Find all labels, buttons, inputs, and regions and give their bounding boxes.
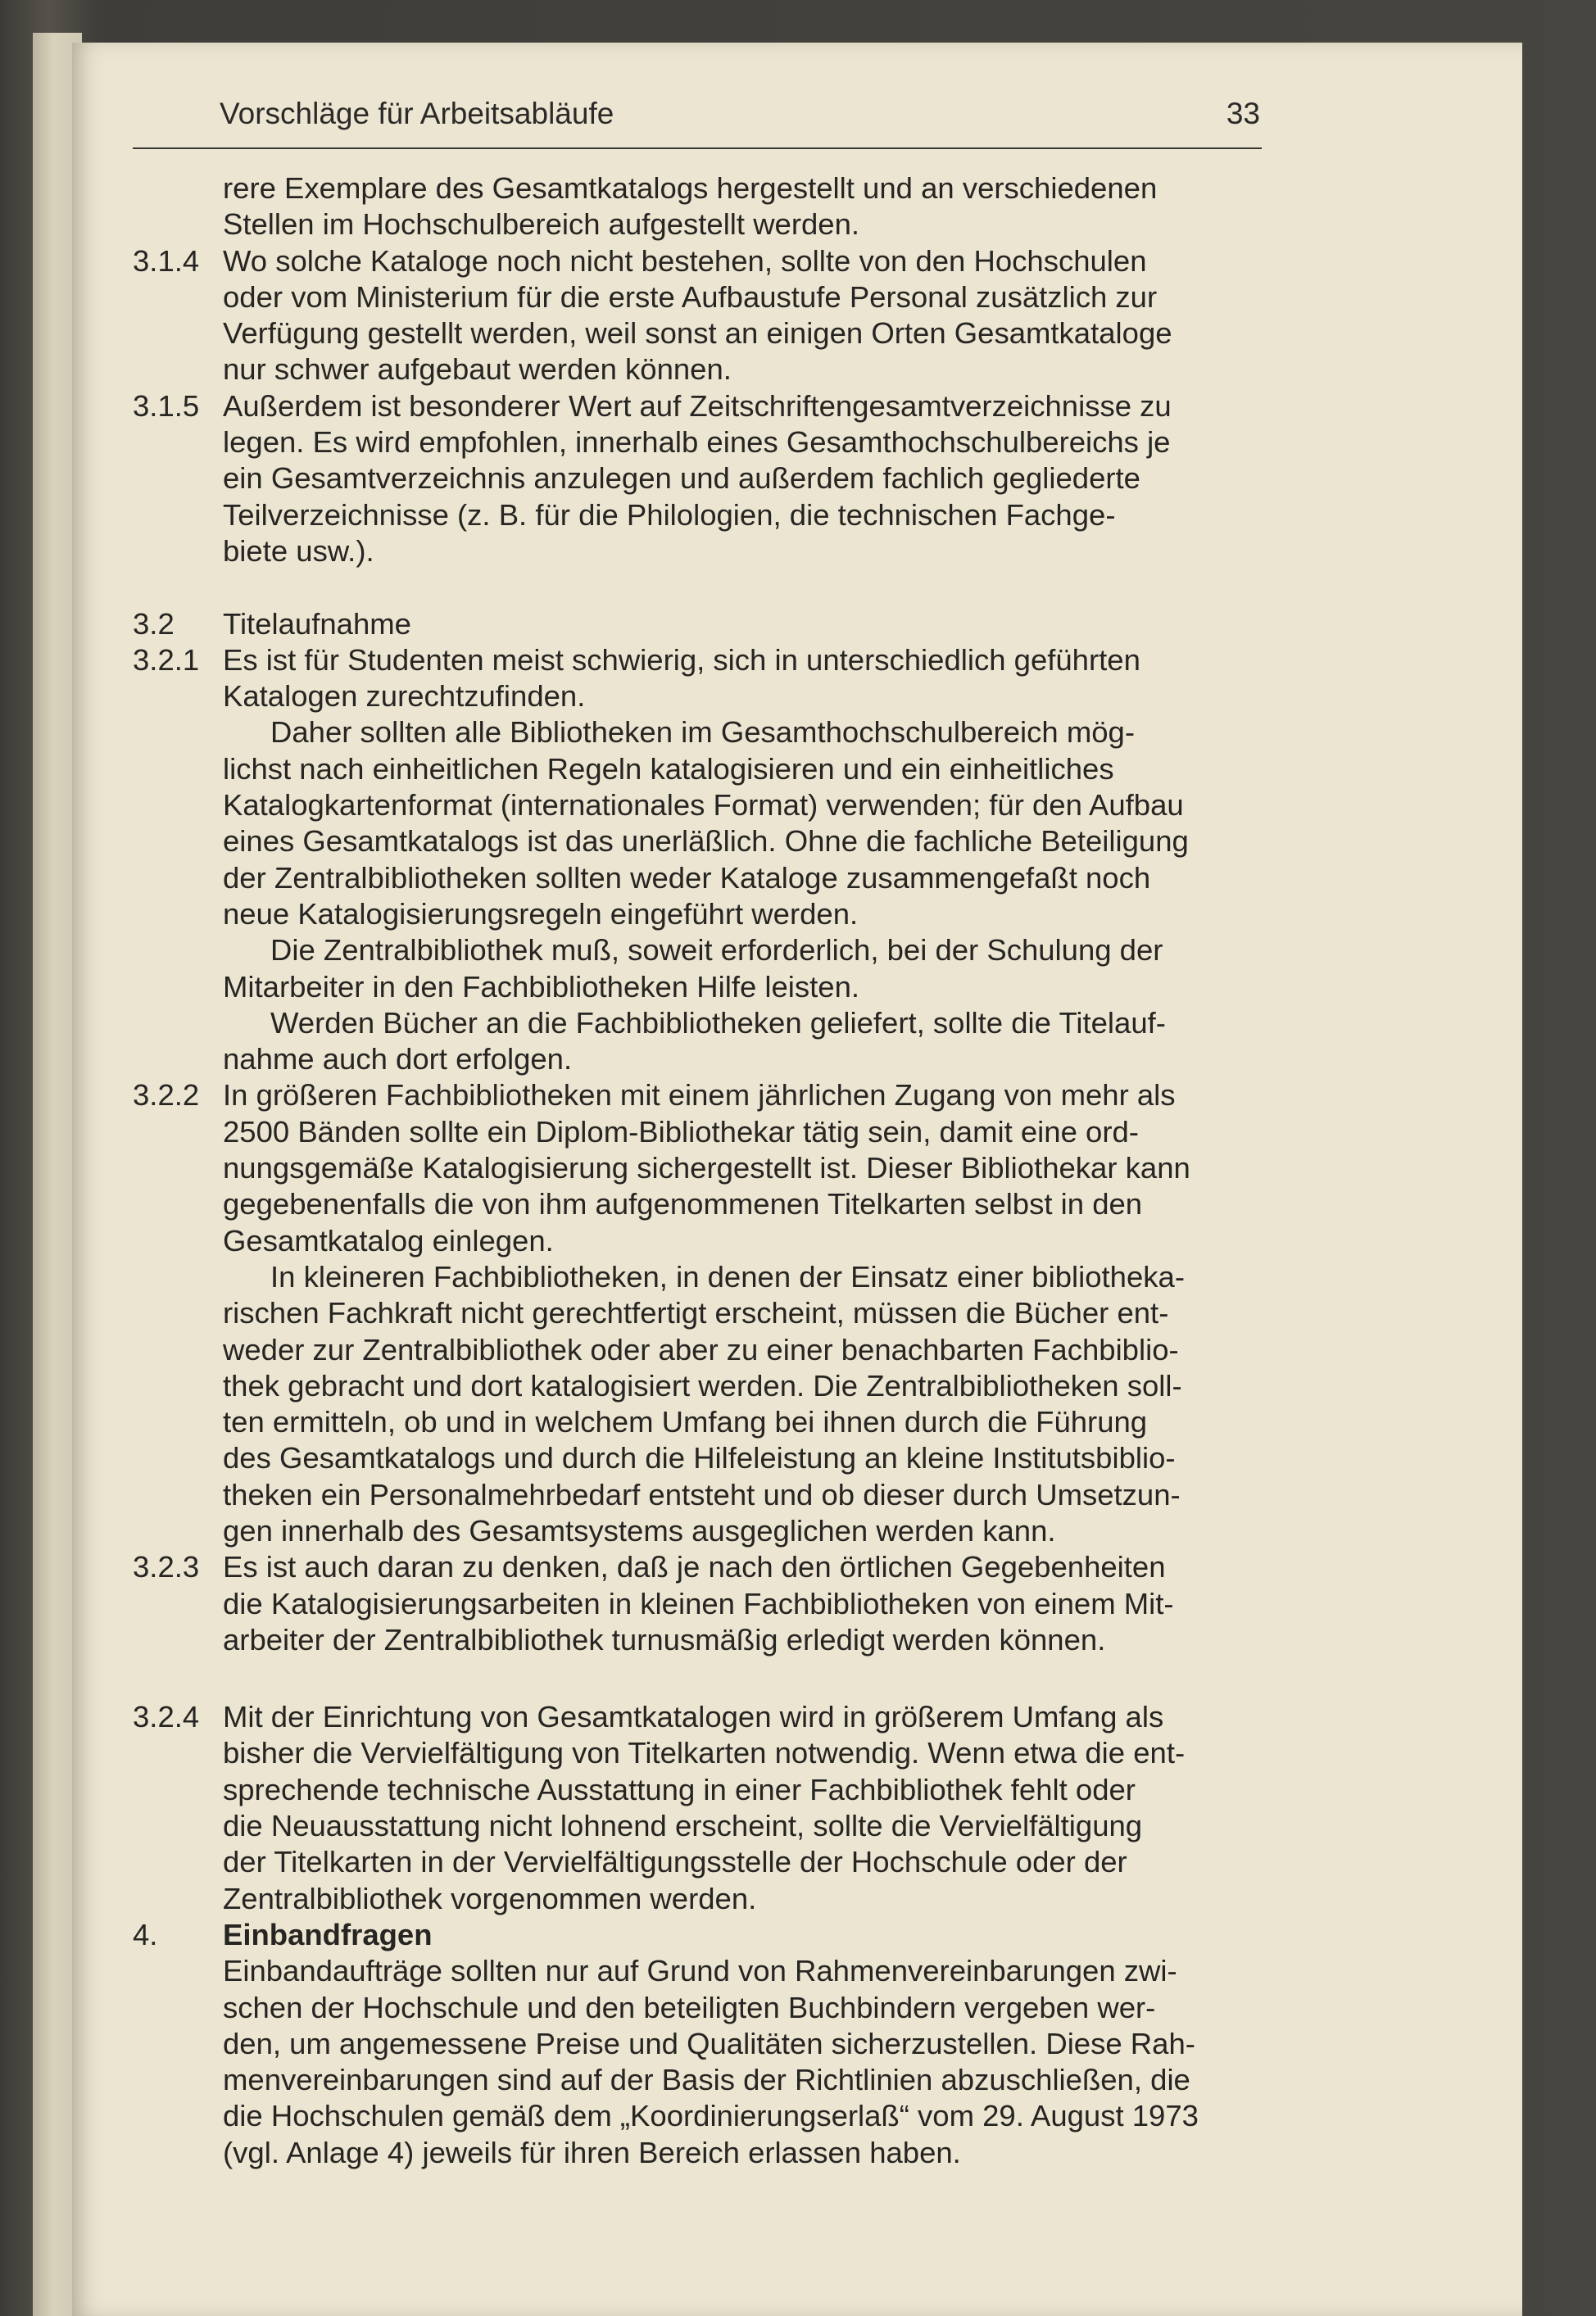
text-line: Die Zentralbibliothek muß, soweit erforderlich, bei der Schulung der [270,933,1163,968]
text-line: ten ermitteln, ob und in welchem Umfang bei ihnen durch die Führung [223,1405,1148,1439]
header-title: Vorschläge für Arbeitsabläufe [220,97,614,130]
text-line: Titelaufnahme [223,606,411,641]
text-line: gen innerhalb des Gesamtsystems ausgeglichen werden kann. [223,1513,1056,1548]
paragraph-text [223,1549,1263,1658]
text-line: neue Katalogisierungsregeln eingeführt werden. [223,896,859,931]
text-line: eines Gesamtkatalogs ist das unerläßlich. Ohne die fachliche Beteiligung [223,824,1189,859]
text-line: schen der Hochschule und den beteiligten Buchbindern vergeben wer- [223,1990,1156,2024]
paragraph-text [223,1005,1263,1078]
section-number: 3.1.4 [133,243,200,278]
paragraph-block [133,388,1263,569]
section-number: 4. [133,1917,158,1951]
text-line: sprechende technische Ausstattung in einer Fachbibliothek fehlt oder [223,1772,1136,1806]
text-line: weder zur Zentralbibliothek oder aber zu einer benachbarten Fachbiblio- [223,1332,1179,1366]
section-number: 3.1.5 [133,388,200,423]
text-line: theken ein Personalmehrbedarf entsteht und ob dieser durch Umsetzun- [223,1477,1181,1512]
text-line: Teilverzeichnisse (z. B. für die Philologien, die technischen Fachge- [223,497,1116,532]
paragraph-text [223,714,1263,932]
text-line: 2500 Bänden sollte ein Diplom-Bibliothekar tätig sein, damit eine ord- [223,1114,1139,1149]
paragraph-block [133,1259,1263,1549]
text-line: die Hochschulen gemäß dem „Koordinierungserlaß“ vom 29. August 1973 [223,2099,1199,2133]
paragraph-text [223,243,1263,388]
paragraph-block [133,1549,1263,1658]
section-number: 3.2.4 [133,1700,200,1734]
text-line: menvereinbarungen sind auf der Basis der Richtlinien abzuschließen, die [223,2063,1190,2097]
text-line: der Zentralbibliotheken sollten weder Kataloge zusammengefaßt noch [223,860,1151,895]
paragraph-text [223,642,1263,715]
paragraph-block [133,932,1263,1005]
paragraph-text [223,1259,1263,1549]
text-line: arbeiter der Zentralbibliothek turnusmäßig erledigt werden können. [223,1622,1106,1657]
paragraph-block [133,606,1263,642]
paragraph-text [223,606,1263,642]
paragraph-block [133,1005,1263,1078]
text-line: Werden Bücher an die Fachbibliotheken geliefert, sollte die Titelauf- [270,1005,1166,1040]
paragraph-text [223,1917,1263,2171]
paragraph-text [223,1077,1263,1258]
text-line: (vgl. Anlage 4) jeweils für ihren Bereich erlassen haben. [223,2135,961,2169]
section-number: 3.2.2 [133,1078,200,1113]
paragraph-text [223,932,1263,1005]
text-line: thek gebracht und dort katalogisiert werden. Die Zentralbibliotheken soll- [223,1368,1182,1403]
text-line: ein Gesamtverzeichnis anzulegen und außerdem fachlich gegliederte [223,461,1140,496]
text-line: Gesamtkatalog einlegen. [223,1223,554,1258]
text-line: rischen Fachkraft nicht gerechtfertigt erscheint, müssen die Bücher ent- [223,1296,1169,1330]
paragraph-block [133,243,1263,388]
section-number: 3.2.3 [133,1550,200,1584]
text-line: der Titelkarten in der Vervielfältigungsstelle der Hochschule oder der [223,1845,1127,1879]
paragraph-text [223,170,1263,243]
text-line: legen. Es wird empfohlen, innerhalb eines Gesamthochschulbereichs je [223,425,1171,460]
text-line: Wo solche Kataloge noch nicht bestehen, sollte von den Hochschulen [223,243,1147,278]
text-line: Es ist auch daran zu denken, daß je nach den örtlichen Gegebenheiten [223,1550,1166,1584]
text-line: Daher sollten alle Bibliotheken im Gesamthochschulbereich mög- [270,715,1135,750]
text-line: In größeren Fachbibliotheken mit einem jährlichen Zugang von mehr als [223,1078,1176,1113]
paragraph-block [133,170,1263,243]
paragraph-block [133,1077,1263,1258]
paragraph-block [133,642,1263,715]
text-line: nur schwer aufgebaut werden können. [223,352,732,387]
page-body [133,170,1263,2171]
text-line: die Neuausstattung nicht lohnend erscheint, sollte die Vervielfältigung [223,1809,1143,1843]
text-line: Einbandaufträge sollten nur auf Grund von Rahmenvereinbarungen zwi- [223,1954,1177,1988]
text-line: den, um angemessene Preise und Qualitäten sicherzustellen. Diese Rah- [223,2026,1195,2060]
paragraph-block [133,1699,1263,1917]
section-heading: Einbandfragen [223,1917,433,1951]
text-line: oder vom Ministerium für die erste Aufbaustufe Personal zusätzlich zur [223,279,1158,314]
paragraph-text [223,388,1263,569]
text-line: Es ist für Studenten meist schwierig, sich in unterschiedlich geführten [223,642,1140,677]
paragraph-block [133,1917,1263,2171]
page-number: 33 [1226,97,1260,130]
text-line: Katalogen zurechtzufinden. [223,679,586,714]
text-line: nahme auch dort erfolgen. [223,1042,573,1076]
section-gap [133,1658,1263,1699]
section-number: 3.2.1 [133,642,200,677]
text-line: In kleineren Fachbibliotheken, in denen der Einsatz einer bibliotheka- [270,1259,1185,1294]
header-rule [133,147,1262,149]
text-line: Stellen im Hochschulbereich aufgestellt werden. [223,207,860,242]
section-number: 3.2 [133,606,175,641]
text-line: Mitarbeiter in den Fachbibliotheken Hilfe leisten. [223,969,860,1004]
text-line: Zentralbibliothek vorgenommen werden. [223,1881,757,1915]
text-line: bisher die Vervielfältigung von Titelkarten notwendig. Wenn etwa die ent- [223,1736,1186,1770]
section-gap [133,569,1263,605]
text-line: Mit der Einrichtung von Gesamtkatalogen wird in größerem Umfang als [223,1700,1164,1734]
text-line: des Gesamtkatalogs und durch die Hilfeleistung an kleine Institutsbiblio- [223,1441,1176,1475]
running-header [220,97,1260,146]
text-line: Katalogkartenformat (internationales Format) verwenden; für den Aufbau [223,788,1184,823]
text-line: gegebenenfalls die von ihm aufgenommenen Titelkarten selbst in den [223,1187,1143,1221]
paragraph-text [223,1699,1263,1917]
text-line: Außerdem ist besonderer Wert auf Zeitschriftengesamtverzeichnisse zu [223,388,1172,423]
paragraph-block [133,714,1263,932]
text-line: lichst nach einheitlichen Regeln katalogisieren und ein einheitliches [223,751,1114,786]
text-line: biete usw.). [223,533,374,568]
text-line: rere Exemplare des Gesamtkatalogs hergestellt und an verschiedenen [223,171,1158,205]
text-line: Verfügung gestellt werden, weil sonst an einigen Orten Gesamtkataloge [223,316,1172,351]
text-line: nungsgemäße Katalogisierung sichergestellt ist. Dieser Bibliothekar kann [223,1151,1190,1185]
text-line: die Katalogisierungsarbeiten in kleinen Fachbibliotheken von einem Mit- [223,1586,1174,1620]
